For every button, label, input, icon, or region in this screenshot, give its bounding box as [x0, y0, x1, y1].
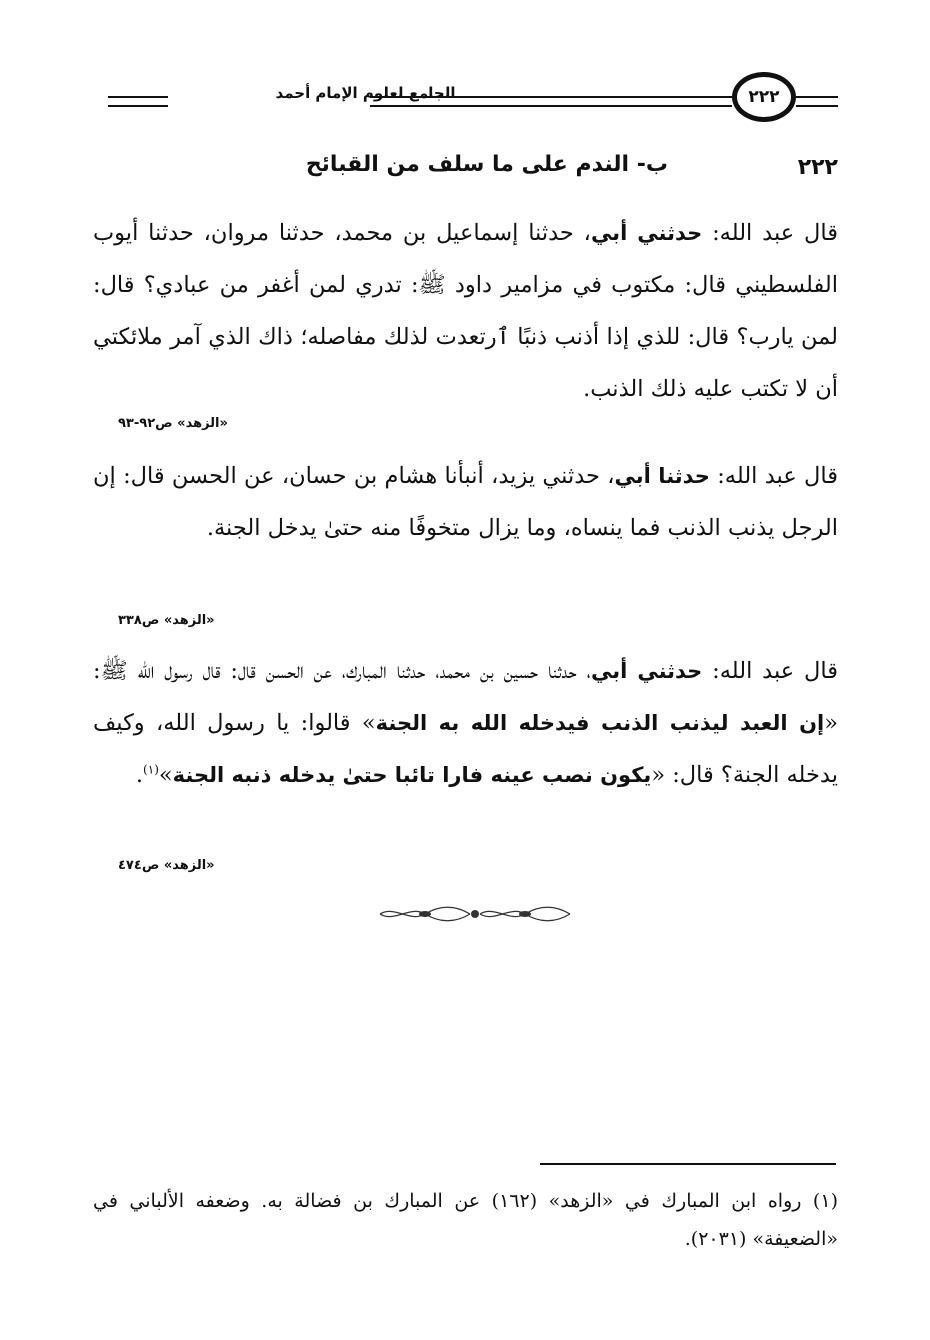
source-label: «الزهد» ص٩٢-٩٣ — [118, 416, 228, 431]
entry-bold: حدثنا أبي — [614, 464, 710, 488]
footnote: (١) رواه ابن المبارك في «الزهد» (١٦٢) عن المبارك بن فضالة به. وضعفه الألباني في «الضعيفة» (٢٠٣١). — [93, 1190, 838, 1250]
section-title: ب- الندم على ما سلف من القبائح — [305, 152, 668, 177]
source-label: «الزهد» ص٣٣٨ — [118, 613, 215, 628]
entry-lead: قال عبد الله: — [709, 463, 839, 489]
entry-body: » قالوا: يا رسول الله، وكيف يدخله الجنة؟ قال: « — [93, 710, 838, 788]
entry-1-source — [118, 416, 418, 431]
ornament-divider — [375, 903, 575, 925]
source-label: «الزهد» ص٤٧٤ — [118, 858, 215, 873]
header-rule-left — [108, 96, 168, 107]
footnote-rule — [540, 1163, 836, 1165]
header-page-number: ٢٢٢ — [732, 72, 796, 122]
entry-bold: حدثني أبي — [590, 659, 703, 683]
entry-2-source — [118, 613, 418, 628]
entry-body: ، حدثنا حسين بن محمد، حدثنا المبارك، عن الحسن قال: قال رسول الله ﷺ: « — [93, 658, 839, 736]
entry-bold: حدثني أبي — [590, 221, 703, 245]
entry-body: » — [158, 762, 173, 788]
header-rule-middle — [370, 96, 732, 107]
section-number: ٢٢٢ — [797, 155, 838, 180]
entry-1-text — [93, 207, 838, 415]
hadith-text: يكون نصب عينه فارا تائبا حتىٰ يدخله ذنبه الجنة — [172, 763, 652, 787]
entry-end: . — [135, 762, 144, 788]
entry-lead: قال عبد الله: — [702, 658, 839, 684]
header-title: الجامع لعلوم الإمام أحمد — [275, 84, 456, 102]
entry-2-text — [93, 450, 838, 554]
entry-3-source — [118, 858, 418, 873]
header-rule-right — [796, 96, 838, 107]
entry-body: ، حدثنا إسماعيل بن محمد، حدثنا مروان، حدثنا أيوب الفلسطيني قال: مكتوب في مزامير داود ﷺ: تدري لمن أغفر من عبادي؟ قال: لمن يارب؟ قال: للذي إذا أذنب ذنبًا ٱرتعدت لذلك مفاصله؛ ذاك الذي آمر ملائكتي أن لا تكتب عليه ذلك الذنب. — [93, 220, 838, 402]
footnote-ref: (١) — [143, 762, 159, 777]
entry-lead: قال عبد الله: — [702, 220, 838, 246]
entry-body: ، حدثني يزيد، أنبأنا هشام بن حسان، عن الحسن قال: إن الرجل يذنب الذنب فما ينساه، وما يزال متخوفًا منه حتىٰ يدخل الجنة. — [93, 463, 838, 541]
hadith-text: إن العبد ليذنب الذنب فيدخله الله به الجنة — [375, 711, 825, 735]
entry-3-text — [93, 645, 838, 801]
running-header — [108, 72, 838, 128]
